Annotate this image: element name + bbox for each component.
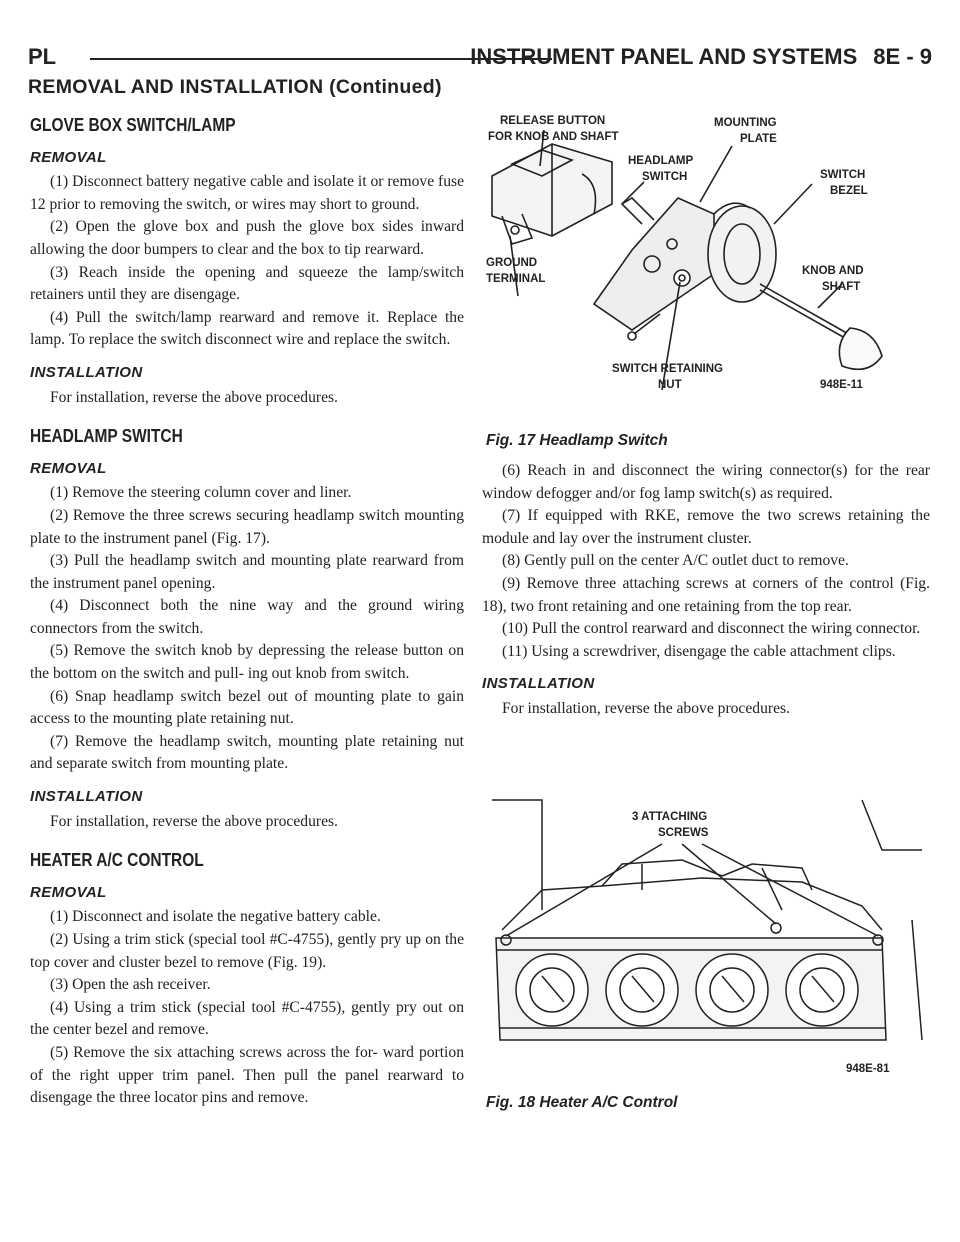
label-mounting-plate-2: PLATE: [740, 133, 777, 145]
heater-ac-step: (8) Gently pull on the center A/C outlet duct to remove.: [502, 552, 849, 570]
heater-ac-step: (10) Pull the control rearward and disconnect the wiring connector.: [502, 620, 921, 638]
heater-ac-step: (11) Using a screwdriver, disengage the cable attachment clips.: [502, 642, 896, 660]
left-column: [30, 108, 464, 1110]
glove-box-title: GLOVE BOX SWITCH/LAMP: [30, 115, 236, 135]
heater-ac-installation-text: For installation, reverse the above procedures.: [502, 699, 790, 717]
label-knob-and-shaft-2: SHAFT: [822, 281, 861, 293]
glove-box-step: (1) Disconnect battery negative cable and isolate it or remove fuse 12 prior to removing the switch, or wires may short to ground.: [30, 173, 464, 213]
label-headlamp-switch-2: SWITCH: [642, 171, 688, 183]
figure-18-heater-ac-control: [482, 790, 930, 1082]
heater-ac-step: (7) If equipped with RKE, remove the two screws retaining the module and lay over the instrument cluster.: [482, 507, 930, 547]
heater-ac-installation-heading: INSTALLATION: [482, 675, 595, 693]
label-3-attaching-screws: 3 ATTACHING: [632, 811, 708, 823]
label-knob-and-shaft: KNOB AND: [802, 265, 864, 277]
glove-box-removal-heading: REMOVAL: [30, 148, 107, 166]
glove-box-step: (2) Open the glove box and push the glove box sides inward allowing the door bumpers to clear and the box to tip rearward.: [30, 218, 464, 258]
glove-box-step: (3) Reach inside the opening and squeeze the lamp/switch retainers until they are disengage.: [30, 263, 464, 304]
label-switch-retaining-nut: SWITCH RETAINING: [612, 363, 723, 375]
headlamp-switch-title: HEADLAMP SWITCH: [30, 426, 183, 447]
headlamp-switch-diagram: [482, 104, 930, 434]
figure-18-caption: Fig. 18 Heater A/C Control: [486, 1094, 678, 1111]
label-3-attaching-screws-2: SCREWS: [658, 827, 709, 839]
label-release-button-2: FOR KNOB AND SHAFT: [488, 131, 619, 143]
headlamp-step: (6) Snap headlamp switch bezel out of mounting plate to gain access to the mounting plate retaining nut.: [30, 687, 464, 728]
headlamp-installation-text: For installation, reverse the above procedures.: [50, 812, 338, 830]
headlamp-step: (7) Remove the headlamp switch, mounting plate retaining nut and separate switch from mounting plate.: [30, 732, 464, 773]
headlamp-step: (4) Disconnect both the nine way and the ground wiring connectors from the switch.: [30, 597, 464, 637]
headlamp-step: (1) Remove the steering column cover and liner.: [50, 484, 352, 502]
heater-ac-removal-heading: REMOVAL: [30, 883, 107, 901]
header-title-group: [470, 44, 932, 70]
figure-17-headlamp-switch: [482, 104, 930, 434]
heater-ac-step: (3) Open the ash receiver.: [50, 976, 211, 994]
glove-box-installation-text: For installation, reverse the above procedures.: [50, 388, 338, 406]
label-headlamp-switch: HEADLAMP: [628, 155, 694, 167]
glove-box-step: (4) Pull the switch/lamp rearward and remove it. Replace the lamp. To replace the switch disconnect wire and replace the switch.: [30, 308, 464, 349]
page-header: [28, 44, 932, 74]
header-section-title: INSTRUMENT PANEL AND SYSTEMS: [470, 44, 858, 69]
continued-heading: REMOVAL AND INSTALLATION (Continued): [28, 76, 442, 98]
headlamp-step: (3) Pull the headlamp switch and mounting plate rearward from the instrument panel opening.: [30, 552, 464, 592]
figure-code-18: 948E-81: [846, 1063, 890, 1075]
right-column: [482, 460, 930, 721]
label-switch-bezel: SWITCH: [820, 169, 866, 181]
label-switch-bezel-2: BEZEL: [830, 185, 868, 197]
heater-ac-step: (6) Reach in and disconnect the wiring connector(s) for the rear window defogger and/or fog lamp switch(s) as required.: [482, 462, 930, 502]
label-ground-terminal-2: TERMINAL: [486, 273, 546, 285]
headlamp-step: (5) Remove the switch knob by depressing the release button on the bottom on the switch and pull- ing out knob from switch.: [30, 642, 464, 683]
heater-ac-step: (1) Disconnect and isolate the negative battery cable.: [50, 908, 381, 926]
page-number: 8E - 9: [873, 44, 932, 69]
headlamp-step: (2) Remove the three screws securing headlamp switch mounting plate to the instrument panel (Fig. 17).: [30, 506, 464, 547]
label-release-button: RELEASE BUTTON: [500, 115, 606, 127]
figure-17-caption: Fig. 17 Headlamp Switch: [486, 432, 668, 449]
label-switch-retaining-nut-2: NUT: [658, 379, 682, 391]
heater-ac-step: (9) Remove three attaching screws at corners of the control (Fig. 18), two front retaining and one retaining from the top rear.: [482, 574, 930, 615]
heater-ac-step: (5) Remove the six attaching screws across the for- ward portion of the right upper trim panel. Then pull the panel rearward to disengage the three locator pins and remove.: [30, 1043, 464, 1107]
header-model-code: PL: [28, 44, 57, 69]
heater-ac-step: (4) Using a trim stick (special tool #C-4755), gently pry out on the center bezel and remove.: [30, 998, 464, 1039]
glove-box-installation-heading: INSTALLATION: [30, 363, 143, 381]
headlamp-installation-heading: INSTALLATION: [30, 788, 143, 806]
heater-ac-control-diagram: [482, 790, 930, 1082]
label-mounting-plate: MOUNTING: [714, 117, 777, 129]
heater-ac-step: (2) Using a trim stick (special tool #C-4755), gently pry up on the top cover and cluster bezel to remove (Fig. 19).: [30, 931, 464, 971]
label-ground-terminal: GROUND: [486, 257, 538, 269]
heater-ac-title: HEATER A/C CONTROL: [30, 850, 204, 871]
figure-code-17: 948E-11: [820, 379, 863, 391]
headlamp-removal-heading: REMOVAL: [30, 459, 107, 477]
